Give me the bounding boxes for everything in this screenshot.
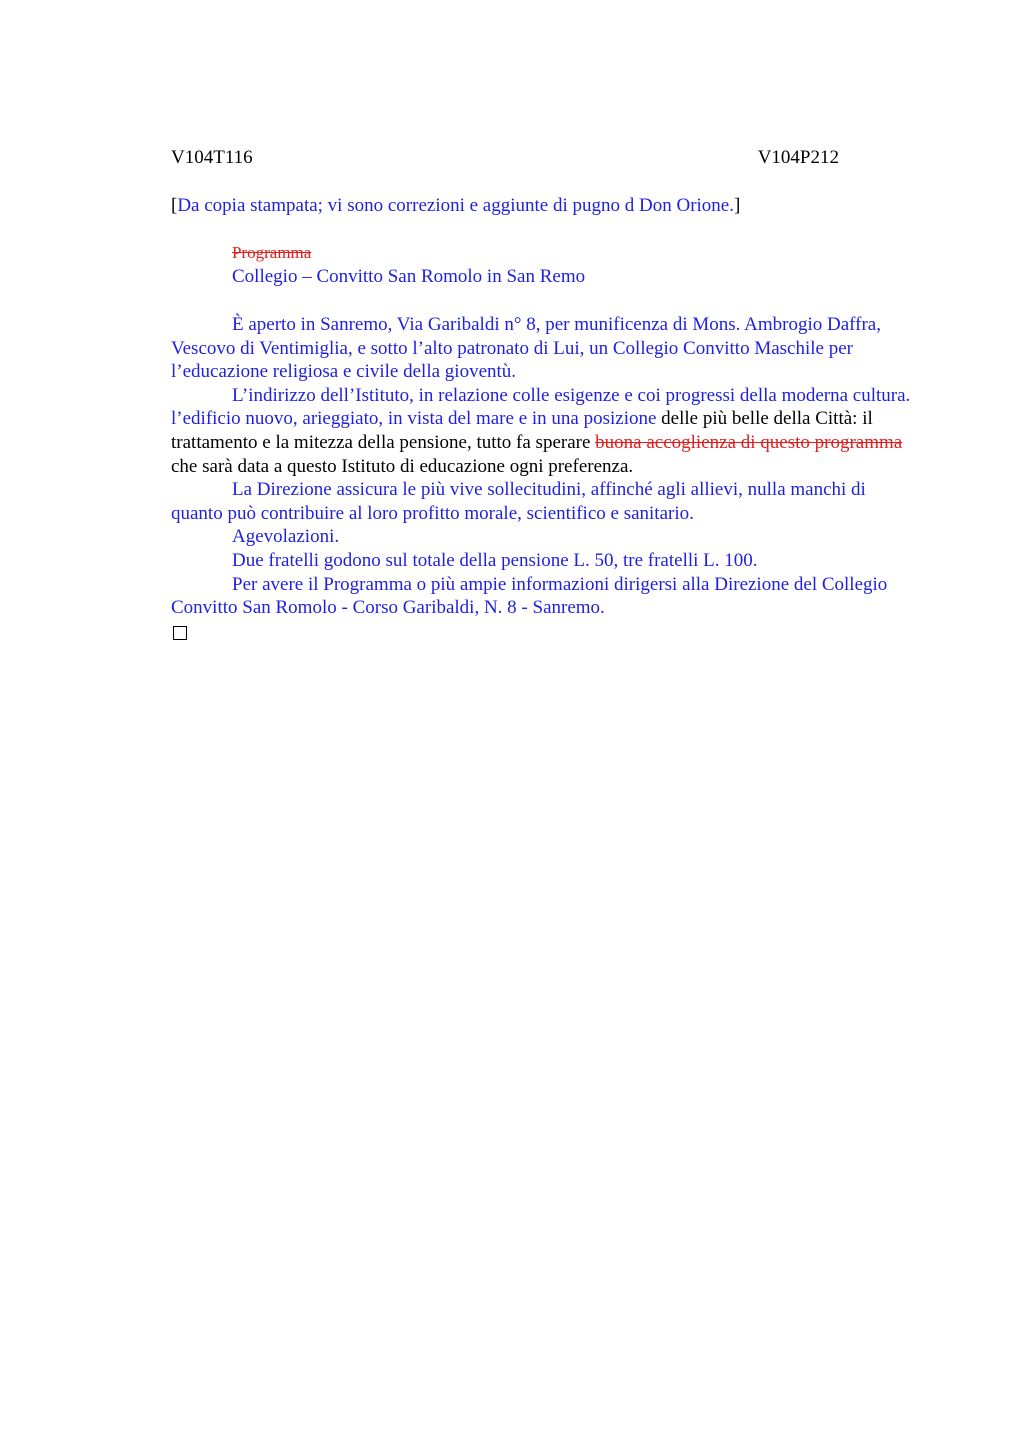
- inserted-text: L’indirizzo dell’Istituto, in relazione colle esigenze e coi progressi della moderna cultura. l’edificio nuovo, arieggiato, in vista del mare e in una posizione: [171, 384, 911, 430]
- note-close-bracket: ]: [734, 195, 741, 216]
- paragraph-institute: [171, 384, 916, 478]
- paragraph-contact: Per avere il Programma o più ampie informazioni dirigersi alla Direzione del Collegio Convitto San Romolo - Corso Garibaldi, N. 8 - Sanremo.: [171, 573, 888, 619]
- note-open-bracket: [: [171, 195, 178, 216]
- volume-page-reference: V104P212: [757, 147, 839, 168]
- note-text: Da copia stampata; vi sono correzioni e aggiunte di pugno d Don Orione.: [177, 195, 734, 216]
- volume-text-reference: V104T116: [171, 147, 253, 168]
- document-title-block: [171, 241, 916, 289]
- editorial-note: [171, 194, 916, 218]
- document-page: [171, 146, 916, 646]
- paragraph-agevolazioni: Agevolazioni.: [232, 526, 340, 548]
- original-text-end: che sarà data a questo Istituto di educazione ogni preferenza.: [171, 455, 634, 477]
- reference-header: [171, 146, 916, 170]
- paragraph-opening: È aperto in Sanremo, Via Garibaldi n° 8, per munificenza di Mons. Ambrogio Daffra, Vescovo di Ventimiglia, e sotto l’alto patronato di Lui, un Collegio Convitto Maschile per l’educazione religiosa e civile della gioventù.: [171, 314, 881, 383]
- paragraph-brothers: Due fratelli godono sul totale della pensione L. 50, tre fratelli L. 100.: [232, 549, 758, 571]
- deleted-title: Programma: [232, 243, 312, 262]
- document-body: [171, 313, 916, 620]
- original-text: delle più belle della Città: il trattamento e la mitezza della pensione, tutto fa sperare: [171, 408, 873, 453]
- paragraph-direction: La Direzione assicura le più vive sollecitudini, affinché agli allievi, nulla manchi di quanto può contribuire al loro profitto morale, scientifico e sanitario.: [171, 479, 866, 524]
- end-marker: [171, 620, 916, 646]
- deleted-text: buona accoglienza di questo programma: [595, 431, 903, 453]
- document-title: Collegio – Convitto San Romolo in San Remo: [232, 266, 586, 287]
- square-end-icon: [173, 626, 187, 640]
